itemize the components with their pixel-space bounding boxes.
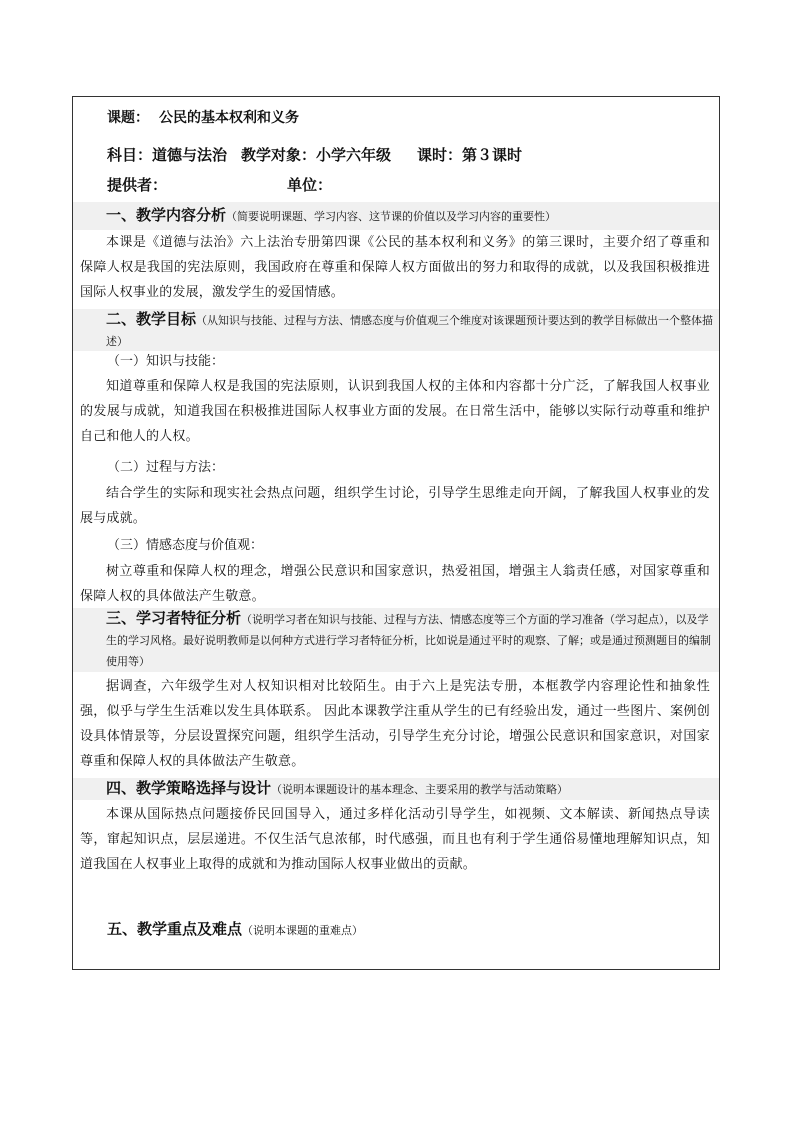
unit-field: 单位：: [287, 176, 333, 194]
audience-field: 教学对象：小学六年级: [241, 146, 392, 164]
section-1-heading: [73, 202, 719, 230]
section-4-title: 四、教学策略选择与设计: [106, 779, 272, 797]
objective-process-label: （二）过程与方法：: [107, 460, 225, 475]
provider-field: 提供者：: [107, 176, 168, 194]
course-meta-row: [107, 144, 522, 165]
section-5-title: 五、教学重点及难点: [107, 920, 243, 938]
period-field: 课时：第３课时: [417, 146, 523, 164]
section-2-heading: [73, 309, 719, 351]
objective-attitude-label: （三）情感态度与价值观：: [107, 538, 264, 553]
course-label: 课题：: [107, 110, 149, 126]
section-1-body: 本课是《道德与法治》六上法治专册第四课《公民的基本权利和义务》的第三课时，主要介绍了尊重和保障人权是我国的宪法原则，我国政府在尊重和保障人权方面做出的努力和取得的成就，以及我国积极推进国际人权事业的发展，激发学生的爱国情感。: [80, 235, 710, 300]
section-5-heading: [107, 918, 363, 939]
section-2-title: 二、教学目标: [106, 310, 197, 328]
section-3-title: 三、学习者特征分析: [106, 609, 242, 627]
section-2-note: （从知识与技能、过程与方法、情感态度与价值观三个维度对该课题预计要达到的教学目标做出一个整体描述）: [106, 314, 714, 348]
objective-process-body: 结合学生的实际和现实社会热点问题，组织学生讨论，引导学生思维走向开阔，了解我国人权事业的发展与成就。: [80, 486, 710, 526]
section-3-body: 据调查，六年级学生对人权知识相对比较陌生。由于六上是宪法专册，本框教学内容理论性和抽象性强，似乎与学生生活难以发生具体联系。 因此本课教学注重从学生的已有经验出发，通过一些图片、案例创设具体情景等，分层设置探究问题，组织学生活动，引导学生充分讨论，增强公民意识和国家意识，对国家尊重和保障人权的具体做法产生敬意。: [80, 679, 710, 769]
course-title-row: [107, 107, 299, 127]
subject-field: 科目：道德与法治: [107, 146, 228, 164]
objective-knowledge-label: （一）知识与技能：: [107, 354, 225, 369]
section-3-heading: [73, 608, 719, 672]
objective-attitude-body: 树立尊重和保障人权的理念，增强公民意识和国家意识，热爱祖国，增强主人翁责任感，对国家尊重和保障人权的具体做法产生敬意。: [80, 564, 710, 604]
section-1-note: （简要说明课题、学习内容、这节课的价值以及学习内容的重要性）: [226, 210, 557, 223]
section-4-body: 本课从国际热点问题接侨民回国导入，通过多样化活动引导学生，如视频、文本解读、新闻热点导读等，窜起知识点，层层递进。不仅生活气息浓郁，时代感强，而且也有利于学生通俗易懂地理解知识点，知道我国在人权事业上取得的成就和为推动国际人权事业做出的贡献。: [80, 807, 710, 872]
section-3-note: （说明学习者在知识与技能、过程与方法、情感态度等三个方面的学习准备（学习起点），以及学生的学习风格。最好说明教师是以何种方式进行学习者特征分析，比如说是通过平时的观察、了解；或是通过预测题目的编制使用等）: [106, 613, 711, 668]
section-5-note: （说明本课题的重难点）: [242, 924, 364, 937]
course-title: 公民的基本权利和义务: [159, 110, 299, 126]
section-4-note: （说明本课题设计的基本理念、主要采用的教学与活动策略）: [271, 783, 569, 796]
section-4-heading: [73, 778, 719, 800]
section-1-title: 一、教学内容分析: [106, 206, 227, 224]
provider-row: [107, 174, 332, 195]
objective-knowledge-body: 知道尊重和保障人权是我国的宪法原则，认识到我国人权的主体和内容都十分广泛，了解我国人权事业的发展与成就，知道我国在积极推进国际人权事业方面的发展。在日常生活中，能够以实际行动尊重和维护自己和他人的人权。: [80, 379, 710, 444]
